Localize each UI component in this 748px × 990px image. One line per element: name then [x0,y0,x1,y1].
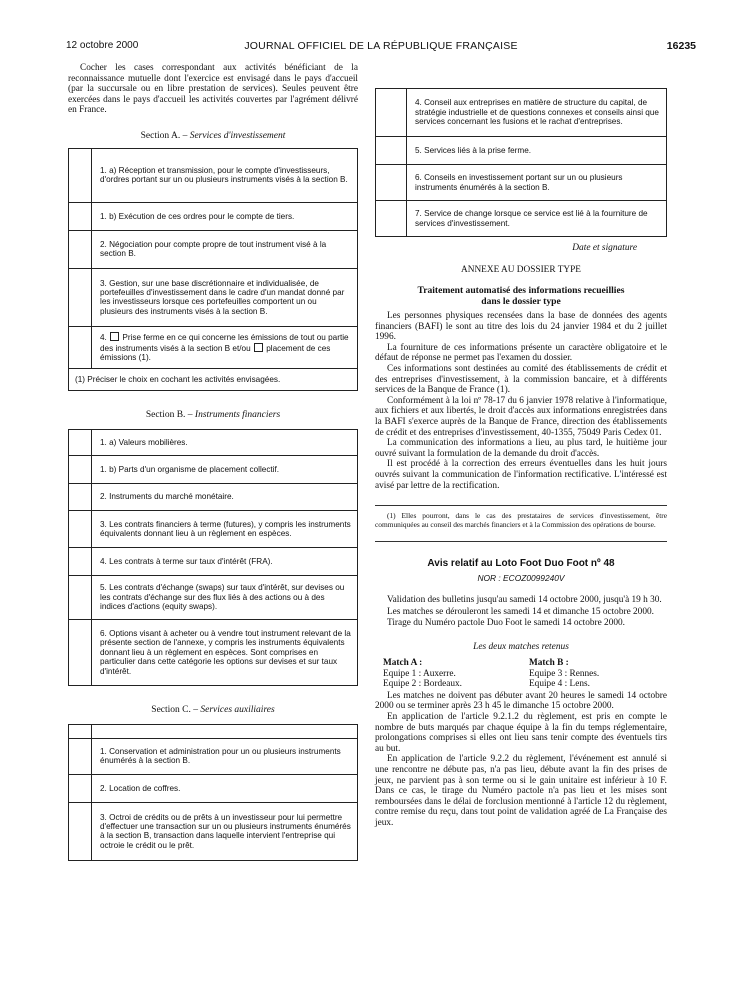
checkbox-cell[interactable] [69,510,92,547]
table-cell: 1. b) Exécution de ces ordres pour le compte de tiers. [92,202,358,230]
table-cell: 5. Les contrats d'échange (swaps) sur taux d'intérêt, sur devises ou les contrats d'échange sur des flux liés à des actions ou à des indices d'actions (equity swaps). [92,575,358,619]
table-row [69,510,358,547]
checkbox-cell[interactable] [69,483,92,510]
checkbox-cell[interactable] [376,165,407,201]
table-note: (1) Préciser le choix en cochant les activités envisagées. [69,368,358,390]
matches-list [375,658,667,690]
checkbox-cell[interactable] [69,575,92,619]
table-cell: 6. Options visant à acheter ou à vendre tout instrument relevant de la présente section de l'annexe, y compris les instruments équivalents donnant lieu à un règlement en espèces. Sont comprises en particulier dans cette catégorie les options sur devises et sur taux d'intérêt. [92,619,358,685]
annexe-paragraph: La communication des informations a lieu, au plus tard, le huitième jour ouvré suivant la formulation de la demande du droit d'accès. [375,438,667,459]
avis-paragraph: Validation des bulletins jusqu'au samedi 14 octobre 2000, jusqu'à 19 h 30. [387,595,662,606]
footnote: (1) Elles pourront, dans le cas des prestataires de services d'investissement, être communiquées au conseil des marchés financiers et à la Commission des opérations de bourse. [375,511,667,529]
avis-rules [375,691,667,829]
table-row [376,137,667,165]
annexe-subtitle [375,285,667,307]
journal-title: JOURNAL OFFICIEL DE LA RÉPUBLIQUE FRANÇAISE [244,40,518,52]
annexe-paragraph: Les personnes physiques recensées dans la base de données des agents financiers (BAFI) le sont au titre des lois du 24 janvier 1984 et du 2 juillet 1996. [375,311,667,343]
checkbox-cell[interactable] [69,619,92,685]
checkbox-cell[interactable] [376,137,407,165]
section-b-table [68,429,358,686]
section-b-title [68,409,358,421]
table-cell: 7. Service de change lorsque ce service est lié à la fourniture de services d'investissement. [407,201,667,237]
table-row [69,724,358,738]
avis-paragraph: Tirage du Numéro pactole Duo Foot le samedi 14 octobre 2000. [387,618,625,629]
table-cell: 4. Conseil aux entreprises en matière de structure du capital, de stratégie industrielle et de questions connexes et conseils ainsi que services concernant les fusions et le rachat d'entreprises. [407,89,667,137]
annexe-subtitle-line1: Traitement automatisé des informations recueillies [417,285,625,296]
annexe-body [375,311,667,491]
match-b-title: Match B : [529,658,569,669]
table-cell: 3. Les contrats financiers à terme (futures), y compris les instruments équivalents donnant lieu à un règlement en espèces. [92,510,358,547]
table-cell: 2. Location de coffres. [92,774,358,802]
table-cell [92,326,358,368]
annexe-title: ANNEXE AU DOSSIER TYPE [461,265,581,275]
checkbox-cell[interactable] [69,230,92,268]
checkbox-cell[interactable] [69,202,92,230]
issue-date: 12 octobre 2000 [66,40,139,51]
table-cell [92,724,358,738]
table-row [69,429,358,455]
checkbox-cell[interactable] [69,738,92,774]
checkbox-cell[interactable] [69,268,92,326]
annexe-paragraph: La fourniture de ces informations présente un caractère obligatoire et le défaut de réponse ne permet pas l'examen du dossier. [375,342,667,364]
avis-paragraph: En application de l'article 9.2.1.2 du règlement, est pris en compte le nombre de buts marqués par chaque équipe à la fin du temps réglementaire, prolongations comprises si elles ont lieu sans tenir compte des éventuels tirs au but. [375,712,667,754]
table-row [69,230,358,268]
annexe-paragraph: Il est procédé à la correction des erreurs éventuelles dans les huit jours ouvrés suivant la communication de l'information rectificative. L'intéressé est avisé par lettre de la rectification. [375,459,667,491]
checkbox-cell[interactable] [69,148,92,202]
section-divider [375,541,667,542]
left-column [68,63,358,861]
section-c-prefix: Section C. – [151,704,199,715]
checkbox-cell[interactable] [69,429,92,455]
table-cell: 2. Instruments du marché monétaire. [92,483,358,510]
section-c-table-continued [375,88,667,237]
team-3: Equipe 3 : Rennes. [529,668,600,679]
signature-line: Date et signature [572,243,637,253]
table-row [69,575,358,619]
checkbox-icon[interactable] [110,332,119,341]
checkbox-cell[interactable] [69,724,92,738]
avis-paragraph: Les matches ne doivent pas débuter avant 20 heures le samedi 14 octobre 2000 ou se terminer après 23 h 45 le dimanche 15 octobre 2000. [375,690,667,712]
checkbox-cell[interactable] [376,89,407,137]
nor-reference: NOR : ECOZ0099240V [477,573,565,584]
table-row [376,201,667,237]
team-4: Equipe 4 : Lens. [529,679,590,690]
table-row [376,89,667,137]
table-cell: 1. b) Parts d'un organisme de placement collectif. [92,455,358,483]
avis-paragraph: Les matches se dérouleront les samedi 14 et dimanche 15 octobre 2000. [387,606,654,617]
checkbox-cell[interactable] [69,455,92,483]
team-2: Equipe 2 : Bordeaux. [383,679,463,690]
table-row [69,802,358,860]
section-a-prefix: Section A. – [140,130,188,141]
table-row [69,547,358,575]
table-cell: 6. Conseils en investissement portant sur un ou plusieurs instruments énumérés à la section B. [407,165,667,201]
annexe-subtitle-line2: dans le dossier type [481,296,561,307]
match-a [375,658,529,690]
match-b [529,658,599,690]
table-row [69,202,358,230]
annexe-paragraph: Ces informations sont destinées au comité des établissements de crédit et des entreprises d'investissement, à la commission bancaire, et à différents services de la Banque de France (1). [375,363,667,396]
table-row [69,455,358,483]
checkbox-cell[interactable] [69,802,92,860]
table-cell: 1. a) Valeurs mobilières. [92,429,358,455]
intro-paragraph: Cocher les cases correspondant aux activités bénéficiant de la reconnaissance mutuelle dont l'exercice est envisagé dans le pays d'accueil (par la succursale ou en libre prestation de services). Seules peuvent être exercées dans le pays d'accueil les activités couvertes par l'agrément délivré en France. [68,63,358,116]
table-cell: 2. Négociation pour compte propre de tout instrument visé à la section B. [92,230,358,268]
table-row [69,368,358,390]
table-row [69,738,358,774]
page-header [66,40,696,56]
table-row [69,619,358,685]
section-a-name: Services d'investissement [189,130,286,141]
table-row [69,326,358,368]
table-row [69,774,358,802]
section-b-prefix: Section B. – [145,409,193,420]
section-c-name: Services auxiliaires [200,704,275,715]
row-text: Prise ferme en ce qui concerne les émissions de tout ou partie des instruments visés à la section B et/ou [100,333,349,353]
avis-body [375,595,667,629]
checkbox-cell[interactable] [69,547,92,575]
matches-title: Les deux matches retenus [473,642,569,653]
table-cell: 3. Gestion, sur une base discrétionnaire et individualisée, de portefeuilles d'investissement dans le cadre d'un mandat donné par les investisseurs lorsque ces portefeuilles comportent un ou plusieurs des instruments visés à la section B. [92,268,358,326]
section-c-title [68,704,358,716]
checkbox-cell[interactable] [69,326,92,368]
table-cell: 4. Les contrats à terme sur taux d'intérêt (FRA). [92,547,358,575]
row-text: placement de ces émissions (1). [100,343,331,363]
section-a-table [68,148,358,391]
checkbox-cell[interactable] [376,201,407,237]
right-column [375,88,667,829]
table-row [376,165,667,201]
section-b-name: Instruments financiers [194,409,281,420]
table-row [69,148,358,202]
match-a-title: Match A : [383,658,423,669]
table-cell: 3. Octroi de crédits ou de prêts à un investisseur pour lui permettre d'effectuer une transaction sur un ou plusieurs instruments énumérés à la section B, transaction dans laquelle intervient l'entreprise qui octroie le crédit ou le prêt. [92,802,358,860]
footnote-divider [375,505,667,506]
avis-paragraph: En application de l'article 9.2.2 du règlement, l'événement est annulé si une rencontre ne débute pas, n'a pas lieu, débute avant la fin des prises de jeux, ne parvient pas à son terme ou si le gain unitaire est inférieur à 10 F. Dans ce cas, le tirage du Numéro pactole n'a pas lieu et les mises sont remboursées dans le délai de forclusion mentionné à l'article 12 du règlement, contre remise du reçu, dans tout point de validation agréé de La Française des jeux. [375,754,667,828]
table-cell: 1. a) Réception et transmission, pour le compte d'investisseurs, d'ordres portant sur un ou plusieurs instruments visés à la section B. [92,148,358,202]
section-a-title [68,130,358,142]
avis-title: Avis relatif au Loto Foot Duo Foot nº 48 [427,558,615,570]
team-1: Equipe 1 : Auxerre. [383,668,456,679]
table-row [69,268,358,326]
checkbox-icon[interactable] [254,343,263,352]
section-c-table [68,724,358,861]
checkbox-cell[interactable] [69,774,92,802]
table-row [69,483,358,510]
page-number: 16235 [666,40,696,52]
table-cell: 1. Conservation et administration pour un ou plusieurs instruments énumérés à la section B. [92,738,358,774]
table-cell: 5. Services liés à la prise ferme. [407,137,667,165]
row-number: 4. [100,333,107,343]
annexe-paragraph: Conformément à la loi nº 78-17 du 6 janvier 1978 relative à l'informatique, aux fichiers et aux libertés, le droit d'accès aux informations enregistrées dans la BAFI s'exerce auprès de la Banque de France, direction des établissements de crédit et des entreprises d'investissement, 40-1355, 75049 Paris Cedex 01. [375,395,667,438]
